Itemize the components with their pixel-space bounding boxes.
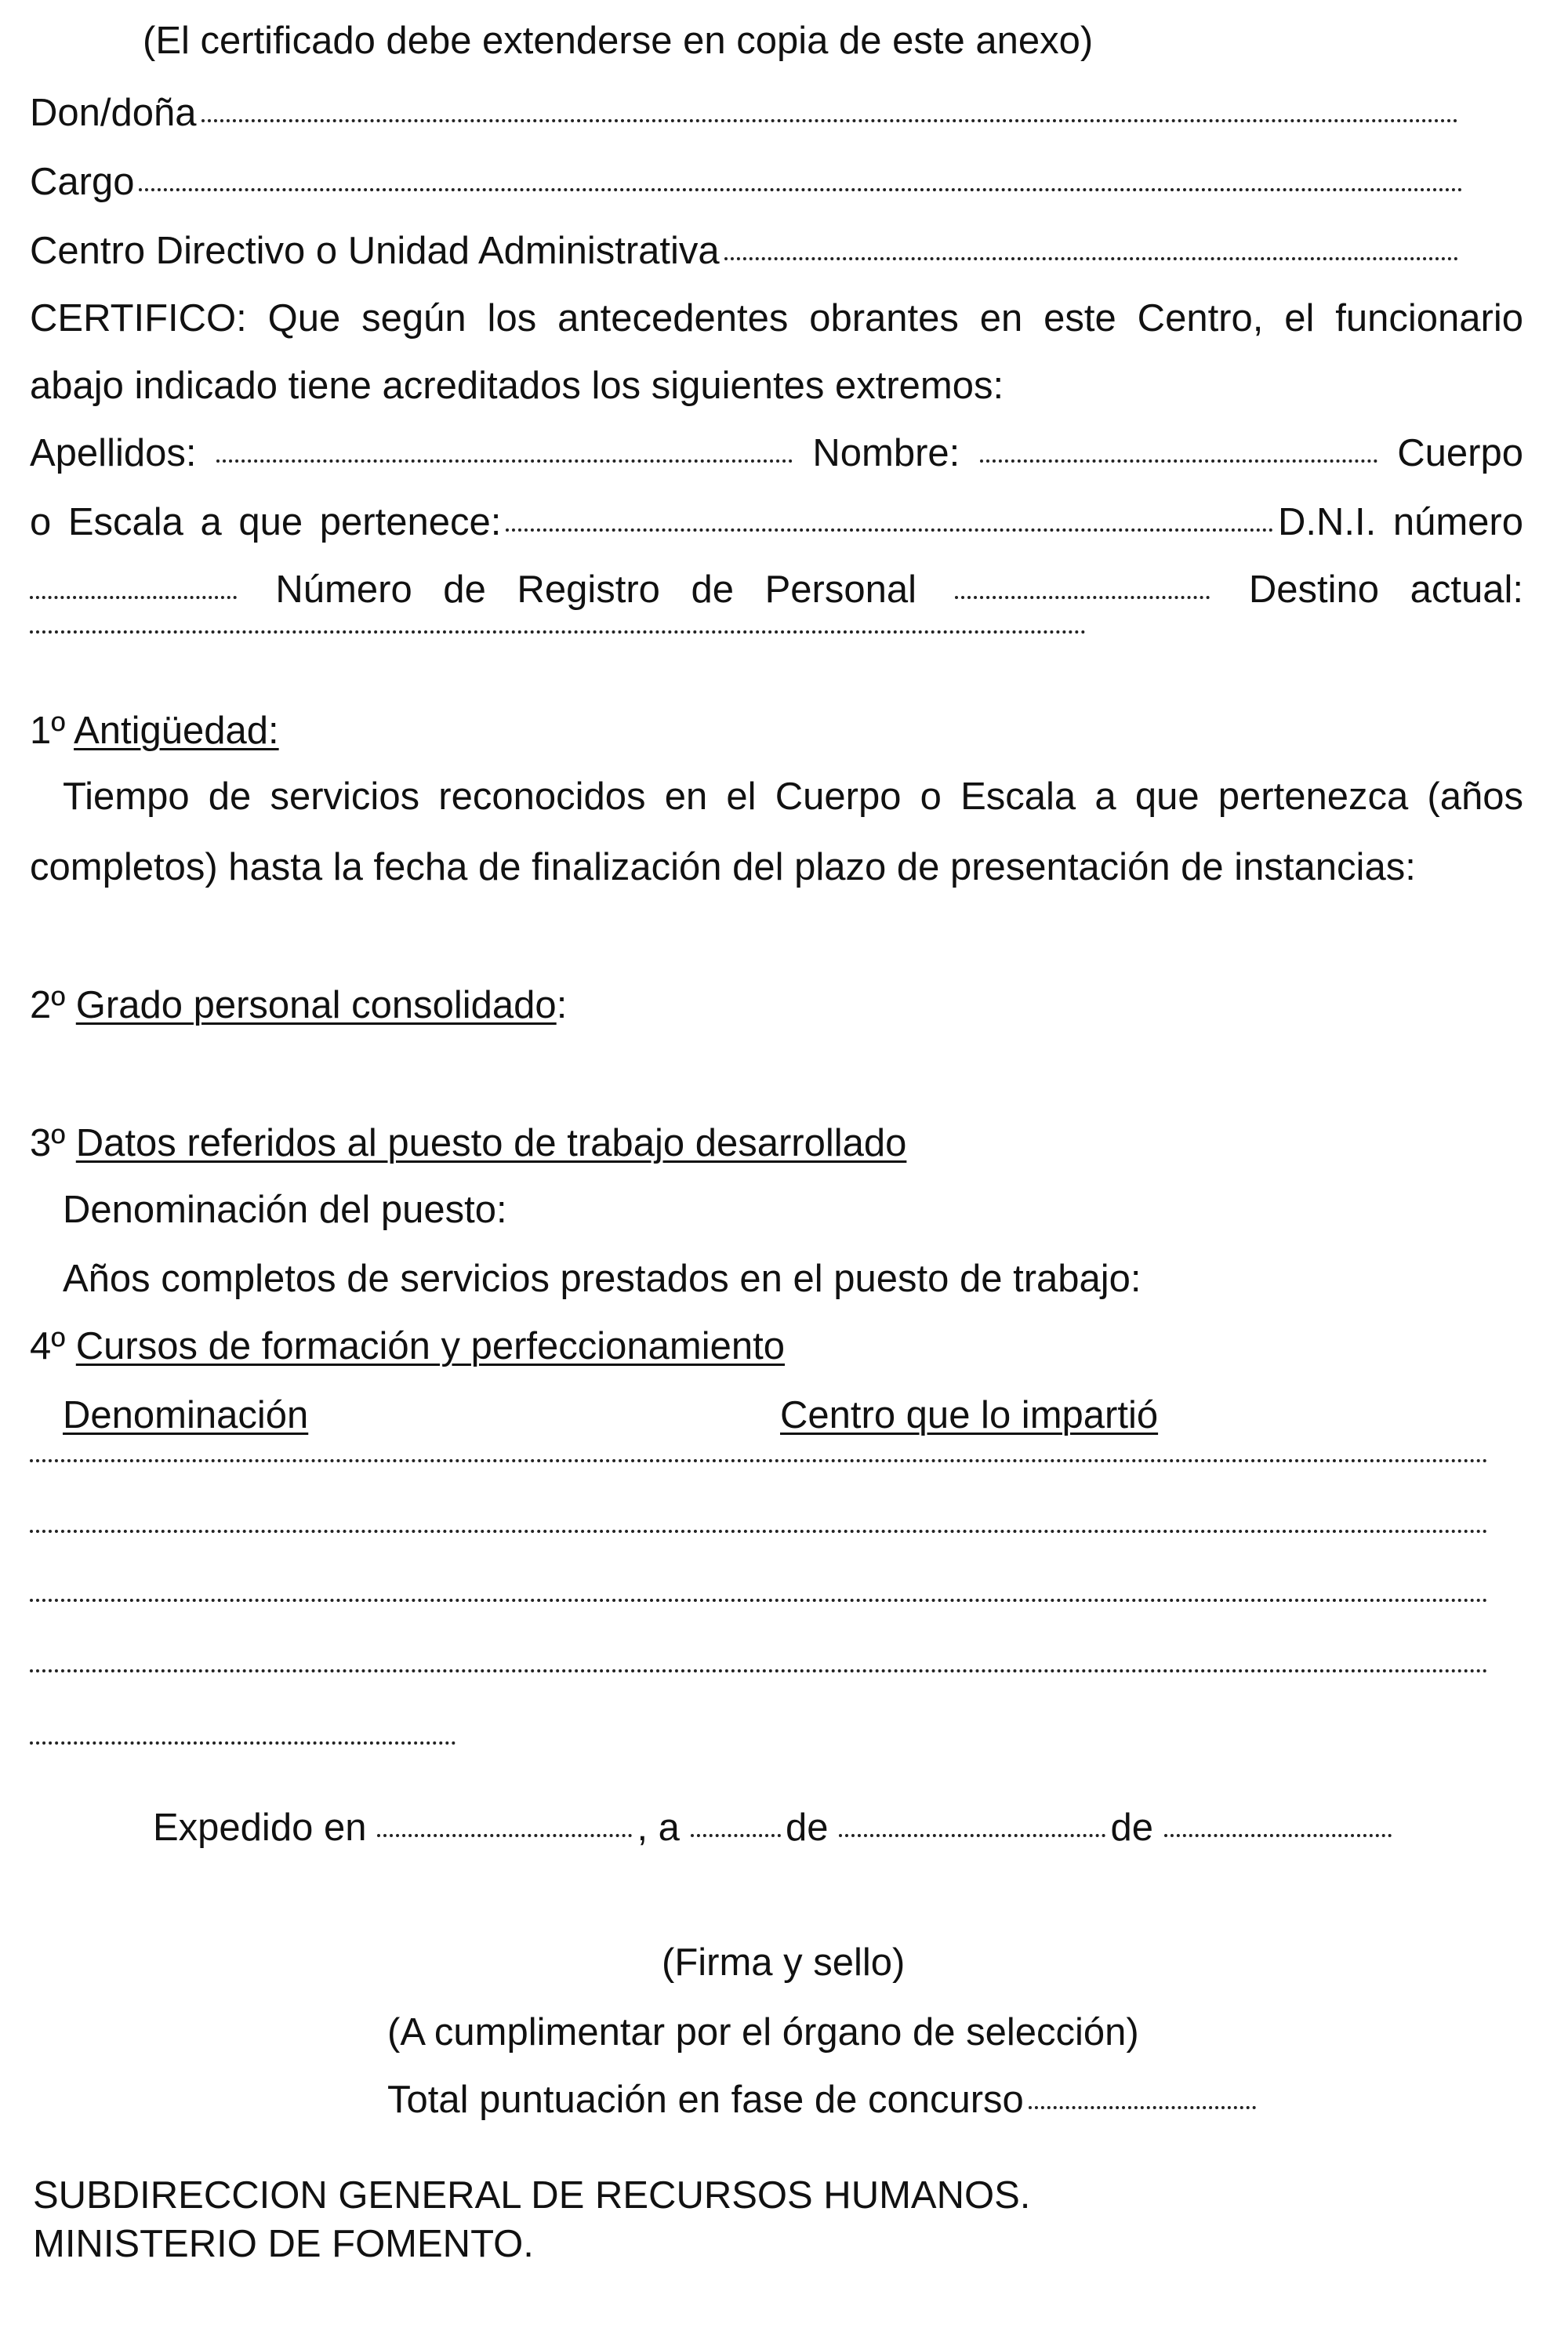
- de-label: de: [785, 1807, 829, 1849]
- header-note: (El certificado debe extenderse en copia de este anexo): [143, 20, 1094, 62]
- section-2-heading: [30, 982, 567, 1029]
- firma-sello: (Firma y sello): [662, 1941, 906, 1984]
- fill-leader: [30, 596, 237, 599]
- section-title: Datos referidos al puesto de trabajo desarrollado: [75, 1122, 907, 1164]
- certifico-line1: CERTIFICO: Que según los antecedentes obrantes en este Centro, el funcionario: [30, 297, 1523, 340]
- fill-leader: [377, 1834, 632, 1837]
- fill-leader: [30, 1599, 1488, 1602]
- section-number: 3º: [30, 1122, 66, 1164]
- escala-label: o Escala a que pertenece:: [30, 501, 502, 543]
- column-header-denominacion: Denominación: [63, 1394, 309, 1436]
- fill-leader: [1029, 2106, 1256, 2109]
- column-header-centro: Centro que lo impartió: [780, 1394, 1159, 1436]
- section-title: Grado personal consolidado: [75, 984, 557, 1026]
- anos-completos: Años completos de servicios prestados en el puesto de trabajo:: [63, 1258, 1142, 1300]
- nrp-row: [30, 566, 1523, 613]
- nrp-label: Número de Registro de Personal: [275, 568, 917, 611]
- fill-leader: [201, 119, 1458, 122]
- section-1-text-line1: Tiempo de servicios reconocidos en el Cuerpo o Escala a que pertenezca (años: [63, 775, 1523, 818]
- nombre-label: Nombre:: [812, 432, 960, 474]
- organization-line2: MINISTERIO DE FOMENTO.: [33, 2223, 534, 2265]
- fill-leader: [839, 1834, 1105, 1837]
- destino-fill: [30, 634, 1091, 681]
- destino-label: Destino actual:: [1248, 568, 1523, 611]
- fill-leader: [30, 1530, 1488, 1533]
- field-centro: [30, 227, 1463, 274]
- section-number: 4º: [30, 1325, 66, 1367]
- section-number: 2º: [30, 984, 66, 1026]
- total-puntuacion: [387, 2076, 1261, 2123]
- expedido-label: Expedido en: [153, 1807, 367, 1849]
- section-title: Cursos de formación y perfeccionamiento: [75, 1325, 785, 1367]
- course-fill-line: [30, 1602, 1493, 1649]
- section-title: Antigüedad:: [74, 710, 279, 752]
- course-fill-line: [30, 1672, 1493, 1719]
- fill-leader: [139, 188, 1463, 191]
- fill-leader: [955, 596, 1210, 599]
- total-label: Total puntuación en fase de concurso: [387, 2079, 1024, 2121]
- fill-leader: [30, 1741, 456, 1745]
- course-fill-line: [30, 1745, 460, 1792]
- fill-leader: [216, 459, 793, 463]
- apellidos-row: [30, 430, 1523, 477]
- section-number: 1º: [30, 710, 66, 752]
- apellidos-label: Apellidos:: [30, 432, 197, 474]
- dni-label: D.N.I. número: [1278, 501, 1523, 543]
- fill-leader: [30, 1459, 1488, 1462]
- field-label: Centro Directivo o Unidad Administrativa: [30, 230, 720, 272]
- colon: :: [556, 984, 568, 1026]
- a-label: , a: [637, 1807, 680, 1849]
- fill-leader: [691, 1834, 781, 1837]
- section-3-heading: [30, 1120, 906, 1167]
- organization-line1: SUBDIRECCION GENERAL DE RECURSOS HUMANOS.: [33, 2174, 1031, 2217]
- denominacion-puesto: Denominación del puesto:: [63, 1189, 507, 1231]
- course-fill-line: [30, 1533, 1493, 1580]
- escala-row: [30, 499, 1523, 546]
- field-label: Cargo: [30, 161, 135, 203]
- field-cargo: [30, 158, 1468, 205]
- cuerpo-label: Cuerpo: [1397, 432, 1523, 474]
- fill-leader: [506, 528, 1273, 532]
- fill-leader: [1164, 1834, 1392, 1837]
- section-1-text-line2: completos) hasta la fecha de finalización del plazo de presentación de instancias:: [30, 846, 1416, 888]
- expedido-row: [153, 1804, 1396, 1851]
- fill-leader: [980, 459, 1377, 463]
- field-don: [30, 89, 1463, 136]
- fill-leader: [30, 1669, 1488, 1672]
- cumplimentar-note: (A cumplimentar por el órgano de selección): [387, 2011, 1139, 2054]
- fill-leader: [724, 257, 1458, 260]
- fill-leader: [30, 630, 1086, 634]
- section-1-heading: [30, 707, 279, 754]
- section-4-heading: [30, 1323, 785, 1370]
- certifico-line2: abajo indicado tiene acreditados los siguientes extremos:: [30, 365, 1004, 407]
- field-label: Don/doña: [30, 92, 197, 134]
- de-label: de: [1110, 1807, 1153, 1849]
- course-fill-line: [30, 1462, 1493, 1509]
